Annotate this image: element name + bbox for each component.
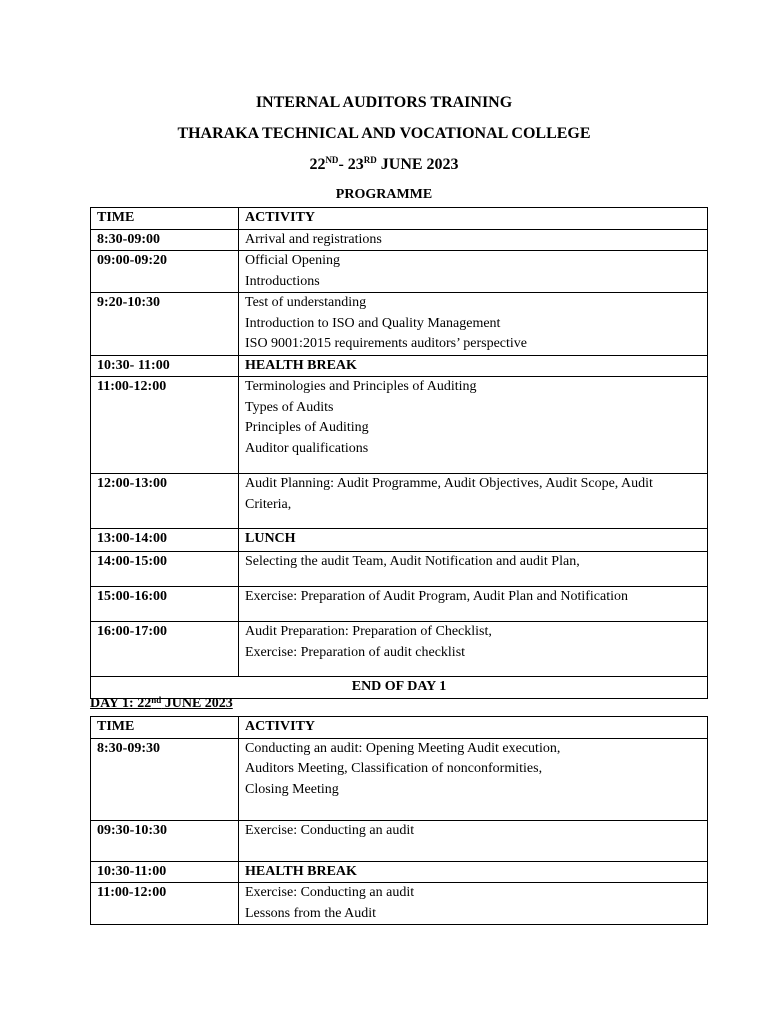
- time-cell: 11:00-12:00: [91, 883, 239, 925]
- activity-cell: [239, 820, 708, 861]
- time-cell: 16:00-17:00: [91, 622, 239, 677]
- activity-line: Criteria,: [245, 496, 292, 512]
- time-cell: 15:00-16:00: [91, 587, 239, 622]
- activity-line: Audit Planning: Audit Programme, Audit Objectives, Audit Scope, Audit: [245, 476, 653, 491]
- activity-line: Exercise: Preparation of Audit Program, Audit Plan and Notification: [245, 589, 628, 604]
- activity-cell: [239, 251, 708, 293]
- table-header-row: [91, 208, 708, 230]
- activity-line: Principles of Auditing: [245, 420, 369, 435]
- activity-line: Conducting an audit: Opening Meeting Audit execution,: [245, 740, 561, 756]
- table-row: [91, 622, 708, 677]
- activity-line: Auditors Meeting, Classification of nonconformities,: [245, 761, 543, 776]
- day-label: [90, 696, 233, 712]
- programme-table-1: [90, 207, 708, 699]
- activity-line: Terminologies and Principles of Auditing: [245, 379, 477, 394]
- time-cell: 8:30-09:30: [91, 738, 239, 820]
- date-start-suffix: ND: [325, 155, 339, 165]
- activity-line: Selecting the audit Team, Audit Notification and audit Plan,: [245, 554, 580, 569]
- day-label-prefix: DAY 1: 22: [90, 696, 152, 711]
- activity-line: Lessons from the Audit: [245, 905, 377, 921]
- table-row: [91, 251, 708, 293]
- activity-line: Exercise: Conducting an audit: [245, 822, 415, 838]
- activity-cell: [239, 377, 708, 474]
- activity-cell: [239, 587, 708, 622]
- activity-cell: [239, 622, 708, 677]
- activity-cell: [239, 355, 708, 377]
- time-cell: 11:00-12:00: [91, 377, 239, 474]
- activity-line: Introductions: [245, 273, 320, 289]
- header-time: TIME: [91, 208, 239, 230]
- activity-line: LUNCH: [245, 531, 296, 546]
- activity-cell: [239, 861, 708, 883]
- end-of-day-label: END OF DAY 1: [91, 677, 708, 699]
- table-row: [91, 552, 708, 587]
- time-cell: 14:00-15:00: [91, 552, 239, 587]
- day-label-suffix: nd: [151, 695, 162, 705]
- table-row: [91, 587, 708, 622]
- table-row: [91, 474, 708, 529]
- activity-line: Arrival and registrations: [245, 231, 382, 247]
- table-row: [91, 293, 708, 356]
- activity-line: Exercise: Preparation of audit checklist: [245, 644, 466, 660]
- table-row: [91, 377, 708, 474]
- activity-line: Audit Preparation: Preparation of Checklist,: [245, 624, 492, 639]
- time-cell: 12:00-13:00: [91, 474, 239, 529]
- table-header-row: [91, 717, 708, 739]
- table-row: [91, 738, 708, 820]
- programme-table-2: [90, 716, 708, 925]
- date-separator: - 23: [338, 156, 364, 173]
- activity-line: Types of Audits: [245, 399, 334, 415]
- date-month-year: JUNE 2023: [376, 156, 459, 173]
- table-row: [91, 229, 708, 251]
- activity-line: Official Opening: [245, 253, 340, 268]
- activity-line: Test of understanding: [245, 295, 367, 310]
- end-of-day-row: [91, 677, 708, 699]
- table-row: [91, 820, 708, 861]
- table-row: [91, 861, 708, 883]
- header-activity: ACTIVITY: [239, 208, 708, 230]
- time-cell: 10:30- 11:00: [91, 355, 239, 377]
- activity-cell: [239, 738, 708, 820]
- activity-line: HEALTH BREAK: [245, 357, 357, 373]
- time-cell: 9:20-10:30: [91, 293, 239, 356]
- table-row: [91, 355, 708, 377]
- activity-line: ISO 9001:2015 requirements auditors’ perspective: [245, 336, 528, 351]
- activity-line: HEALTH BREAK: [245, 863, 357, 879]
- college-name: THARAKA TECHNICAL AND VOCATIONAL COLLEGE: [177, 125, 591, 142]
- time-cell: 8:30-09:00: [91, 229, 239, 251]
- activity-line: Closing Meeting: [245, 781, 339, 797]
- activity-cell: [239, 229, 708, 251]
- activity-cell: [239, 474, 708, 529]
- time-cell: 10:30-11:00: [91, 861, 239, 883]
- date-start: 22: [309, 156, 326, 173]
- activity-cell: [239, 293, 708, 356]
- activity-cell: [239, 883, 708, 925]
- document-title: INTERNAL AUDITORS TRAINING: [255, 94, 513, 111]
- activity-cell: [239, 552, 708, 587]
- activity-cell: [239, 529, 708, 552]
- programme-heading: PROGRAMME: [335, 187, 433, 202]
- table-row: [91, 529, 708, 552]
- date-end-suffix: RD: [363, 155, 377, 165]
- time-cell: 09:00-09:20: [91, 251, 239, 293]
- time-cell: 13:00-14:00: [91, 529, 239, 552]
- day-label-month: JUNE 2023: [161, 696, 233, 711]
- training-dates: [0, 156, 768, 174]
- time-cell: 09:30-10:30: [91, 820, 239, 861]
- activity-line: Introduction to ISO and Quality Management: [245, 315, 501, 331]
- activity-line: Auditor qualifications: [245, 440, 369, 456]
- table-row: [91, 883, 708, 925]
- header-activity: ACTIVITY: [239, 717, 708, 739]
- activity-line: Exercise: Conducting an audit: [245, 885, 415, 900]
- header-time: TIME: [91, 717, 239, 739]
